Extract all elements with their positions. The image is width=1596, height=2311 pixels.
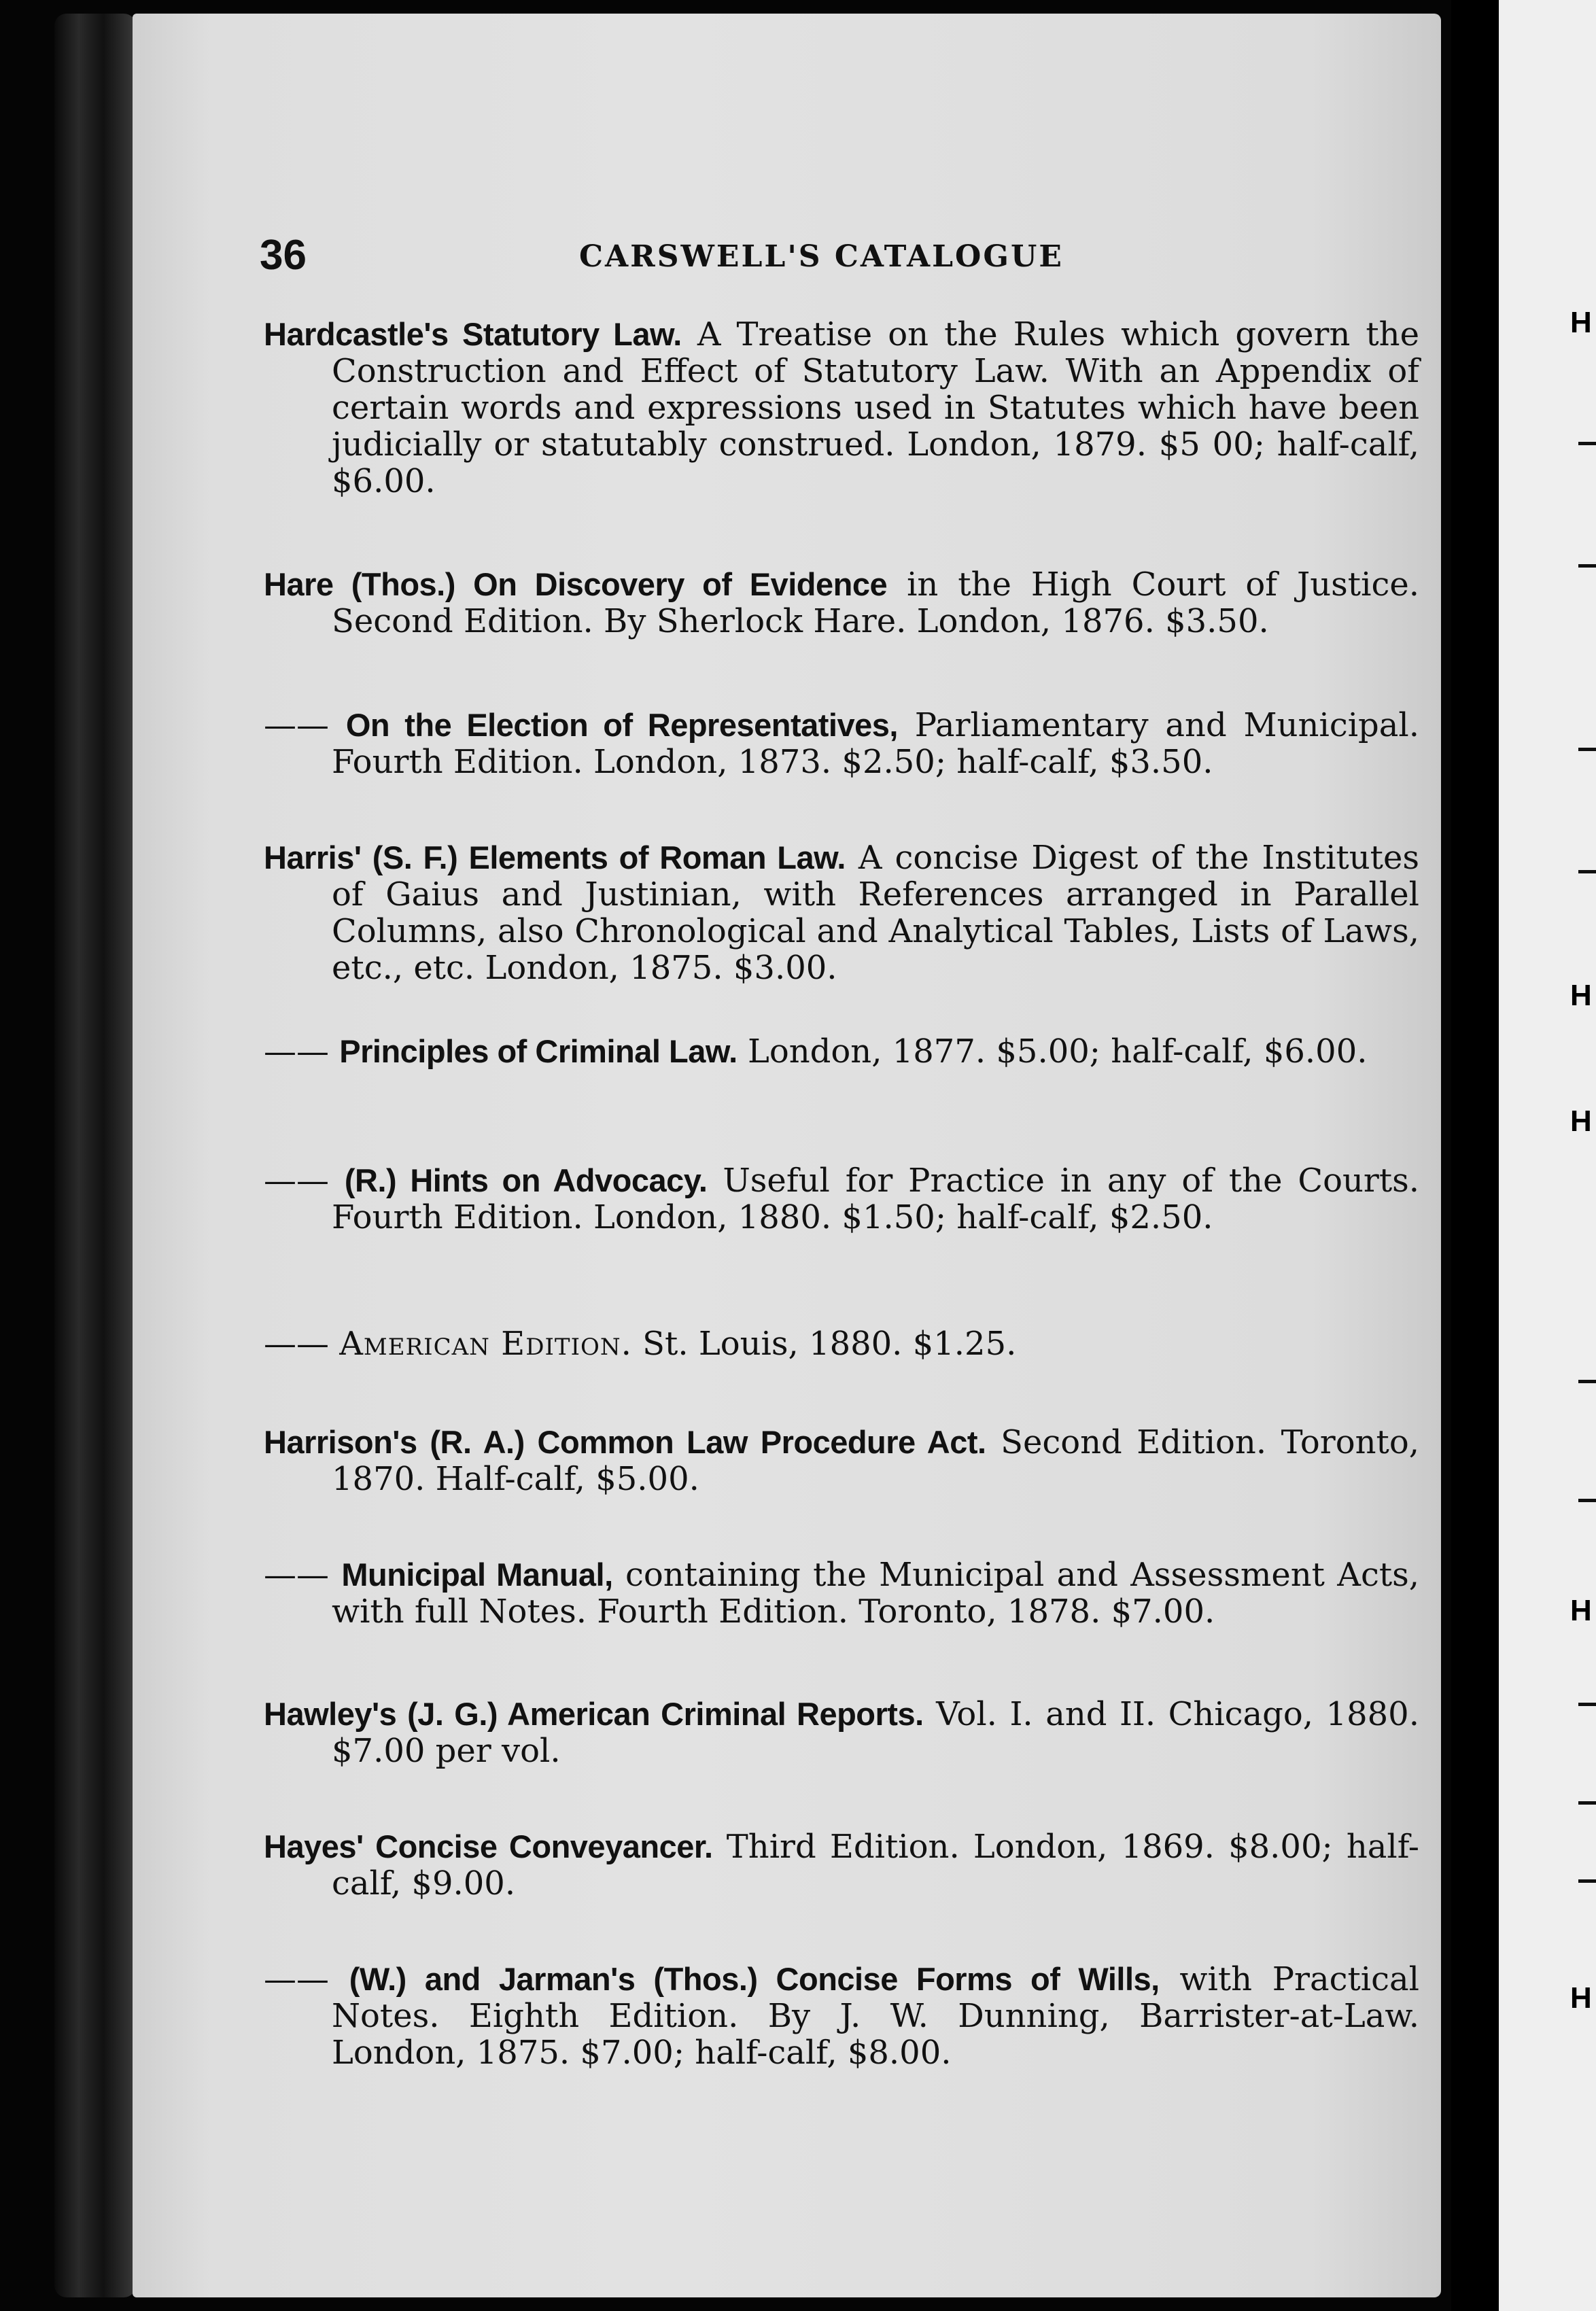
entry-title: On the Election of Representatives, [345, 707, 898, 743]
catalogue-entry [264, 316, 1419, 500]
adjacent-page-dash [1578, 748, 1596, 751]
entry-description: A concise Digest of the Institutes of Gaius and Justinian, with References arranged in Parallel Columns, also Chronological and Analytical Tables, Lists of Laws, etc., etc. London, 1875. $3.00. [332, 839, 1419, 987]
entry-title: Hardcastle's Statutory Law. [264, 316, 682, 352]
gutter-shadow [1451, 0, 1499, 2311]
entry-title: Principles of Criminal Law. [339, 1033, 738, 1069]
catalogue-entry [264, 1557, 1419, 1630]
entry-description: A Treatise on the Rules which govern the Construction and Effect of Statutory Law. With an Appendix of certain words and expressions used in Statutes which have been judicially or statutably construed. London, 1879. $5 00; half-calf, $6.00. [332, 315, 1419, 500]
entry-edition-label: American Edition. [339, 1325, 632, 1363]
adjacent-page-letter: H [1570, 1594, 1592, 1627]
catalogue-entry [264, 1033, 1419, 1070]
ditto-dash: —— [264, 1032, 340, 1071]
catalogue-entry [264, 1828, 1419, 1902]
entry-title: (R.) Hints on Advocacy. [344, 1162, 708, 1198]
entry-description: London, 1877. $5.00; half-calf, $6.00. [737, 1032, 1368, 1071]
catalogue-entry [264, 1162, 1419, 1236]
ditto-dash: —— [264, 1325, 340, 1363]
catalogue-entry [264, 1961, 1419, 2071]
page-number: 36 [260, 232, 307, 279]
running-head: CARSWELL'S CATALOGUE [579, 239, 1064, 274]
ditto-dash: —— [264, 706, 346, 744]
ditto-dash: —— [264, 1960, 349, 1998]
catalogue-entry [264, 566, 1419, 640]
entry-description: Useful for Practice in any of the Courts. Fourth Edition. London, 1880. $1.50; half-calf, $2.50. [332, 1162, 1420, 1236]
entry-description: Parliamentary and Municipal. Fourth Edition. London, 1873. $2.50; half-calf, $3.50. [332, 706, 1419, 781]
ditto-dash: —— [264, 1162, 345, 1200]
adjacent-page-dash [1578, 442, 1596, 445]
adjacent-page-fragment [1499, 0, 1596, 2311]
adjacent-page-dash [1578, 1499, 1596, 1502]
entry-description: with Practical Notes. Eighth Edition. By J. W. Dunning, Barrister-at-Law. London, 1875. $7.00; half-calf, $8.00. [332, 1960, 1419, 2072]
adjacent-page-dash [1578, 564, 1596, 568]
book-spine [54, 14, 136, 2297]
entry-title: Harris' (S. F.) Elements of Roman Law. [264, 839, 846, 875]
adjacent-page-dash [1578, 870, 1596, 873]
entry-description: Second Edition. Toronto, 1870. Half-calf, $5.00. [332, 1423, 1420, 1498]
adjacent-page-letter: H [1570, 1981, 1592, 2015]
entry-title: Harrison's (R. A.) Common Law Procedure Act. [264, 1424, 986, 1460]
ditto-dash: —— [264, 1556, 342, 1594]
entry-description: in the High Court of Justice. Second Edition. By Sherlock Hare. London, 1876. $3.50. [332, 566, 1419, 640]
adjacent-page-dash [1578, 1801, 1596, 1805]
catalogue-entry [264, 707, 1419, 780]
entry-description: containing the Municipal and Assessment Acts, with full Notes. Fourth Edition. Toronto, 1878. $7.00. [332, 1556, 1420, 1631]
entry-title: Municipal Manual, [341, 1557, 613, 1593]
catalogue-entry [264, 1424, 1419, 1497]
adjacent-page-dash [1578, 1380, 1596, 1383]
adjacent-page-letter: H [1570, 1105, 1592, 1138]
entry-title: Hare (Thos.) On Discovery of Evidence [264, 566, 888, 602]
catalogue-entry [264, 1696, 1419, 1769]
entry-description: St. Louis, 1880. $1.25. [631, 1325, 1017, 1363]
catalogue-entry [264, 839, 1419, 986]
adjacent-page-dash [1578, 1879, 1596, 1883]
entry-description: Vol. I. and II. Chicago, 1880. $7.00 per vol. [332, 1695, 1419, 1770]
entry-title: Hayes' Concise Conveyancer. [264, 1828, 713, 1864]
catalogue-entry [264, 1325, 1419, 1362]
page-header [260, 231, 1347, 285]
entry-description: Third Edition. London, 1869. $8.00; half-calf, $9.00. [332, 1828, 1420, 1902]
adjacent-page-dash [1578, 1703, 1596, 1706]
adjacent-page-letter: H [1570, 979, 1592, 1012]
entry-title: (W.) and Jarman's (Thos.) Concise Forms of Wills, [349, 1961, 1160, 1997]
entry-title: Hawley's (J. G.) American Criminal Reports. [264, 1696, 924, 1732]
adjacent-page-letter: H [1570, 306, 1592, 339]
